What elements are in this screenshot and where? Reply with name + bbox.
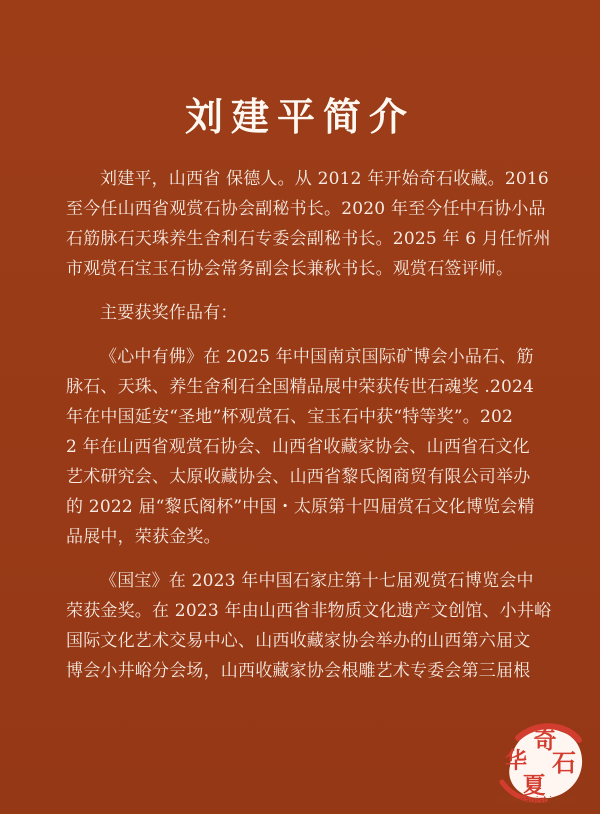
- logo-text-bottom: 夏: [522, 772, 546, 799]
- huaxia-qishi-logo-icon: [492, 718, 592, 808]
- paragraph-4-line-1: 《国宝》在 2023 年中国石家庄第十七届观赏石博览会中: [100, 571, 534, 591]
- paragraph-1-line-2: 至今任山西省观赏石协会副秘书长。2020 年至今任中石协小品: [66, 199, 546, 219]
- logo-text-right: 石: [552, 748, 576, 777]
- paragraph-3-line-7: 品展中，荣获金奖。: [66, 527, 221, 547]
- logo-site-text: huaxiaqishi.com: [498, 796, 575, 806]
- logo-text-left: 华: [504, 748, 528, 774]
- paragraph-1-line-3: 石筋脉石天珠养生舍利石专委会副秘书长。2025 年 6 月任忻州: [66, 229, 551, 249]
- paragraph-3-line-6: 的 2022 届“黎氏阁杯”中国・太原第十四届赏石文化博览会精: [66, 497, 535, 517]
- paragraph-3-line-1: 《心中有佛》在 2025 年中国南京国际矿博会小品石、筋: [100, 347, 534, 367]
- page-title: 刘建平简介: [184, 94, 415, 139]
- paragraph-3-line-5: 艺术研究会、太原收藏协会、山西省黎氏阁商贸有限公司举办: [66, 467, 531, 487]
- logo-text-top: 奇: [533, 727, 557, 754]
- paragraph-3-line-3: 年在中国延安“圣地”杯观赏石、宝玉石中获“特等奖”。202: [66, 407, 514, 427]
- paragraph-3-line-4: 2 年在山西省观赏石协会、山西省收藏家协会、山西省石文化: [66, 437, 530, 457]
- paragraph-1-line-1: 刘建平，山西省 保德人。从 2012 年开始奇石收藏。2016: [100, 169, 549, 189]
- paragraph-4-line-2: 荣获金奖。在 2023 年由山西省非物质文化遗产文创馆、小井峪: [66, 601, 552, 621]
- paragraph-1-line-4: 市观赏石宝玉石协会常务副会长兼秋书长。观赏石签评师。: [66, 259, 514, 279]
- paragraph-4-line-3: 国际文化艺术交易中心、山西收藏家协会举办的山西第六届文: [66, 631, 531, 651]
- awards-heading: 主要获奖作品有：: [100, 303, 238, 323]
- article-body: [66, 164, 552, 686]
- paragraph-4-line-4: 博会小井峪分会场，山西收藏家协会根雕艺术专委会第三届根: [66, 661, 531, 681]
- paragraph-3-line-2: 脉石、天珠、养生舍利石全国精品展中荣获传世石魂奖 .2024: [66, 377, 535, 397]
